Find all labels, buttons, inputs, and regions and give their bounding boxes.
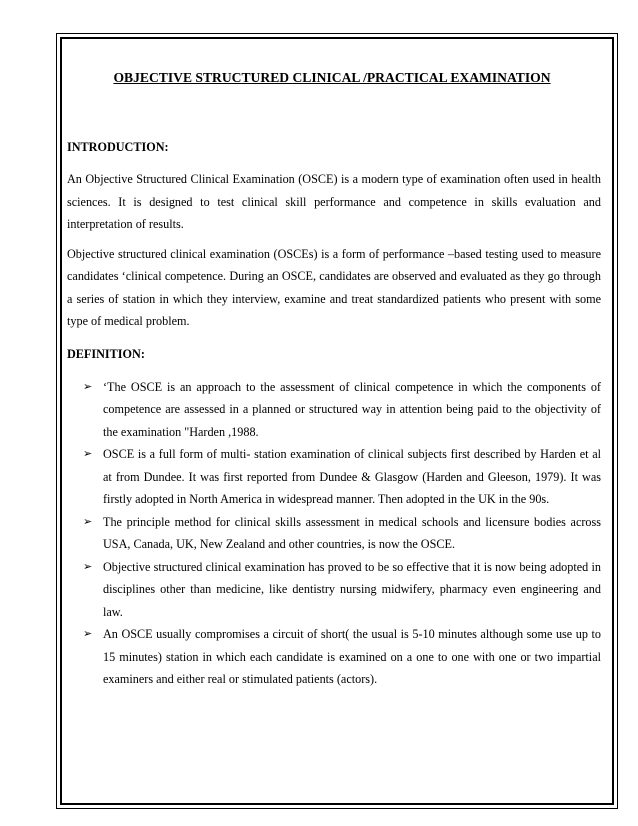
- list-item-text: ‘The OSCE is an approach to the assessment of clinical competence in which the components of competence are assessed in a planned or structured way in attention being paid to the objectivity of the examination "Harden ,1988.: [103, 379, 601, 439]
- list-item: [67, 376, 601, 444]
- arrowhead-bullet-icon: ➢: [83, 379, 93, 393]
- arrowhead-bullet-icon: ➢: [83, 447, 93, 460]
- list-item-text: OSCE is a full form of multi- station examination of clinical subjects first described by Harden et al at from Dundee. It was first reported from Dundee & Glasgow (Harden and Gleeson, 1979). It was firstly adopted in North America in widespread manner. Then adopted in the UK in the 90s.: [103, 447, 601, 506]
- document-title: OBJECTIVE STRUCTURED CLINICAL /PRACTICAL EXAMINATION: [113, 70, 551, 85]
- arrowhead-bullet-icon: ➢: [83, 627, 93, 640]
- list-item: [67, 511, 601, 556]
- list-item-text: Objective structured clinical examination has proved to be so effective that it is now being adopted in disciplines other than medicine, like dentistry nursing midwifery, pharmacy even engineering and law.: [103, 559, 601, 619]
- document-body: [67, 70, 601, 691]
- list-item-text: The principle method for clinical skills assessment in medical schools and licensure bodies across USA, Canada, UK, New Zealand and other countries, is now the OSCE.: [103, 514, 601, 551]
- list-item: [67, 443, 601, 511]
- list-item: [67, 556, 601, 624]
- list-item-text: An OSCE usually compromises a circuit of short( the usual is 5-10 minutes although some use up to 15 minutes) station in which each candidate is examined on a one to one with one or two impartial examiners and either real or stimulated patients (actors).: [103, 627, 601, 686]
- introduction-paragraph-1: An Objective Structured Clinical Examination (OSCE) is a modern type of examination often used in health sciences. It is designed to test clinical skill performance and competence in skills evaluation and interpretation of results.: [67, 172, 601, 231]
- arrowhead-bullet-icon: ➢: [83, 559, 93, 573]
- definition-heading: DEFINITION:: [67, 346, 145, 361]
- list-item: [67, 623, 601, 691]
- introduction-heading: INTRODUCTION:: [67, 140, 169, 154]
- introduction-paragraph-2: Objective structured clinical examination (OSCEs) is a form of performance –based testing used to measure candidates ‘clinical competence. During an OSCE, candidates are observed and evaluated as they go through a series of station in which they interview, examine and treat standardized patients who present with some type of medical problem.: [67, 246, 601, 328]
- arrowhead-bullet-icon: ➢: [83, 514, 93, 528]
- definition-list: [67, 376, 601, 691]
